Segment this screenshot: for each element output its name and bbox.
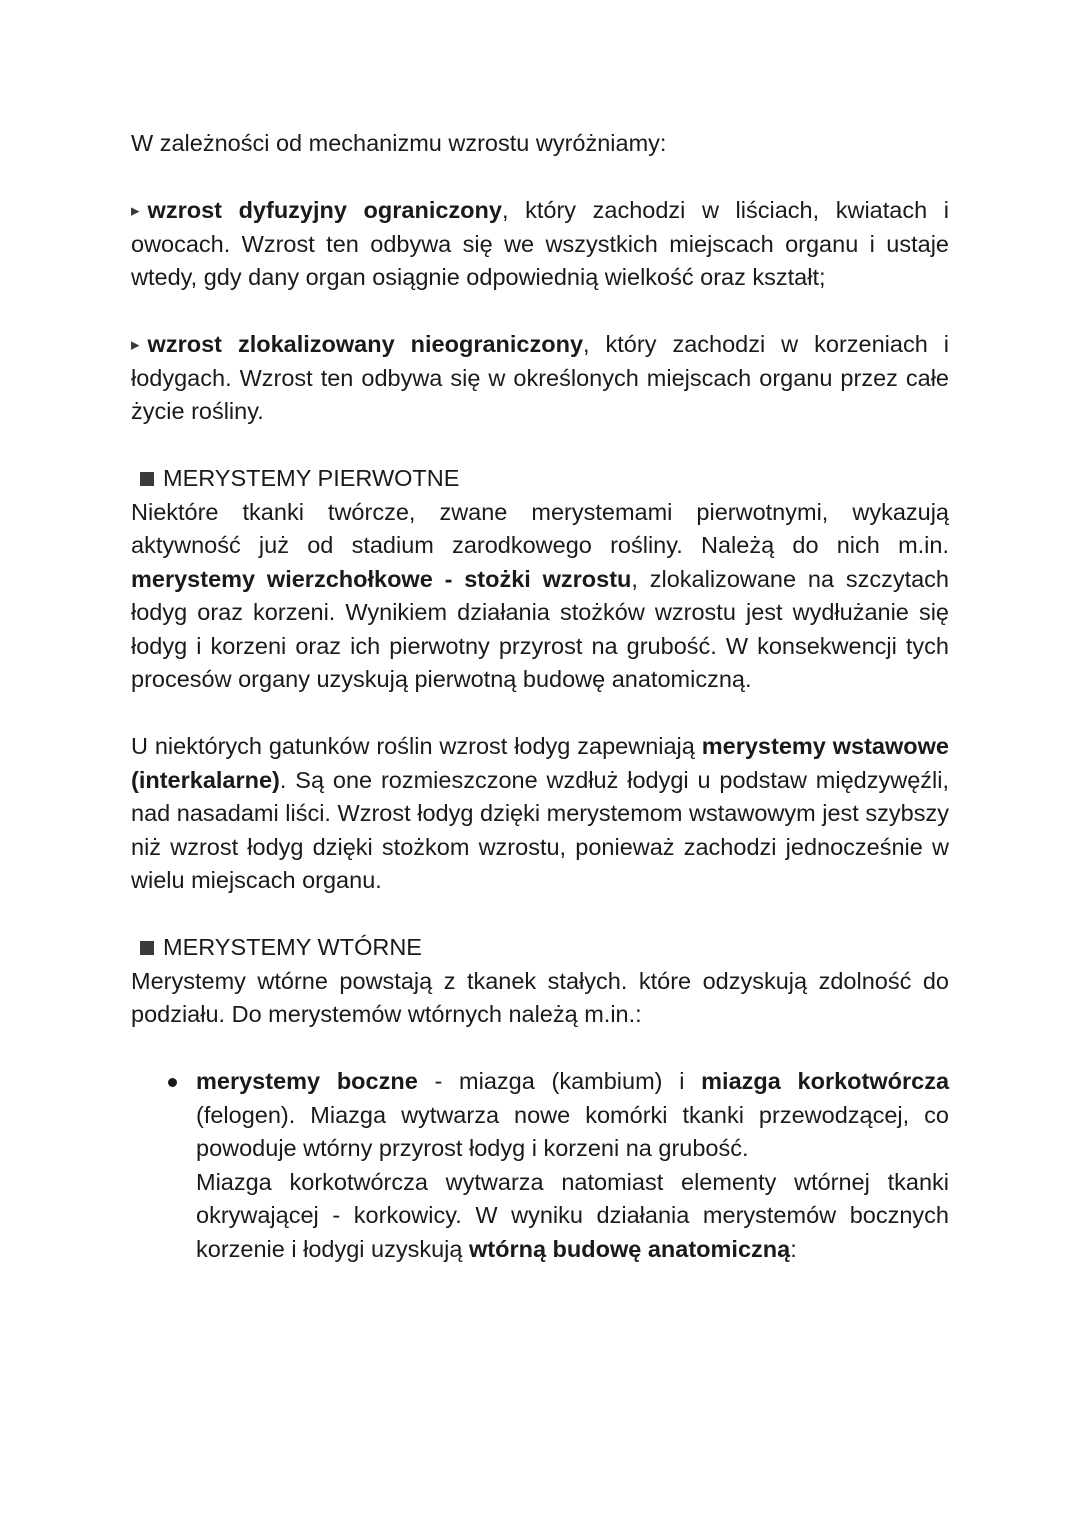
term-intercalary-meristems: merystemy wstawowe (interkalarne) [131, 733, 949, 793]
term-secondary-anatomy: wtórną budowę anatomiczną [469, 1235, 791, 1262]
growth-item-localized [131, 328, 949, 429]
document-page [131, 127, 949, 1266]
paragraph-text: : [790, 1235, 797, 1262]
growth-item-diffuse [131, 194, 949, 295]
section-heading-primary-text: MERYSTEMY PIERWOTNE [163, 465, 460, 491]
intro-paragraph: W zależności od mechanizmu wzrostu wyróżniamy: [131, 130, 667, 156]
section-heading-secondary-text: MERYSTEMY WTÓRNE [163, 934, 422, 960]
intercalary-meristems-paragraph [131, 730, 949, 898]
secondary-meristems-paragraph: Merystemy wtórne powstają z tkanek stałych. które odzyskują zdolność do podziału. Do merystemów wtórnych należą m.in.: [131, 967, 949, 1027]
paragraph-text: (felogen). Miazga wytwarza nowe komórki tkanki przewodzącej, co powoduje wtórny przyrost łodyg i korzeni na grubość. [196, 1101, 949, 1161]
square-bullet-icon [140, 941, 154, 955]
triangle-bullet-icon: ▸ [131, 335, 140, 354]
section-heading-secondary [131, 931, 949, 965]
paragraph-text: , zlokalizowane na szczytach łodyg oraz korzeni. Wynikiem działania stożków wzrostu jest wydłużanie się łodyg i korzeni oraz ich pierwotny przyrost na grubość. W konsekwencji tych procesów organy uzyskują pierwotną budowę anatomiczną. [131, 565, 949, 692]
lateral-meristems-text [196, 1065, 949, 1166]
paragraph-text: . Są one rozmieszczone wzdłuż łodygi u podstaw międzywęźli, nad nasadami liści. Wzrost łodyg dzięki merystemom wstawowym jest szybszy niż wzrost łodyg dzięki stożkom wzrostu, ponieważ zachodzi jednocześnie w wielu miejscach organu. [131, 766, 949, 893]
primary-meristems-paragraph [131, 496, 949, 697]
round-bullet-icon [168, 1078, 177, 1087]
list-item-lateral-meristems [131, 1065, 949, 1266]
term-diffuse-growth: wzrost dyfuzyjny ograniczony [147, 197, 502, 223]
term-localized-growth: wzrost zlokalizowany nieograniczony [147, 331, 584, 357]
square-bullet-icon [140, 472, 154, 486]
paragraph-text: Miazga korkotwórcza wytwarza natomiast elementy wtórnej tkanki okrywającej - korkowicy. W wyniku działania merystemów bocznych korzenie i łodygi uzyskują [196, 1168, 949, 1262]
section-heading-primary [131, 462, 949, 496]
triangle-bullet-icon: ▸ [131, 201, 140, 220]
paragraph-text: Niektóre tkanki twórcze, zwane merystemami pierwotnymi, wykazują aktywność już od stadium zarodkowego rośliny. Należą do nich m.in. [131, 498, 949, 558]
growth-item-localized-text: , który zachodzi w korzeniach i łodygach. Wzrost ten odbywa się w określonych miejscach organu przez całe życie rośliny. [131, 331, 949, 424]
growth-item-diffuse-text: , który zachodzi w liściach, kwiatach i owocach. Wzrost ten odbywa się we wszystkich miejscach organu i ustaje wtedy, gdy dany organ osiągnie odpowiednią wielkość oraz kształt; [131, 197, 949, 290]
paragraph-text: U niektórych gatunków roślin wzrost łodyg zapewniają [131, 733, 702, 759]
term-cork-cambium: miazga korkotwórcza [701, 1068, 950, 1094]
term-apical-meristems: merystemy wierzchołkowe - stożki wzrostu [131, 565, 632, 592]
term-lateral-meristems: merystemy boczne [196, 1068, 418, 1094]
cork-cambium-text [196, 1166, 949, 1267]
paragraph-text: - miazga (kambium) i [417, 1068, 702, 1094]
